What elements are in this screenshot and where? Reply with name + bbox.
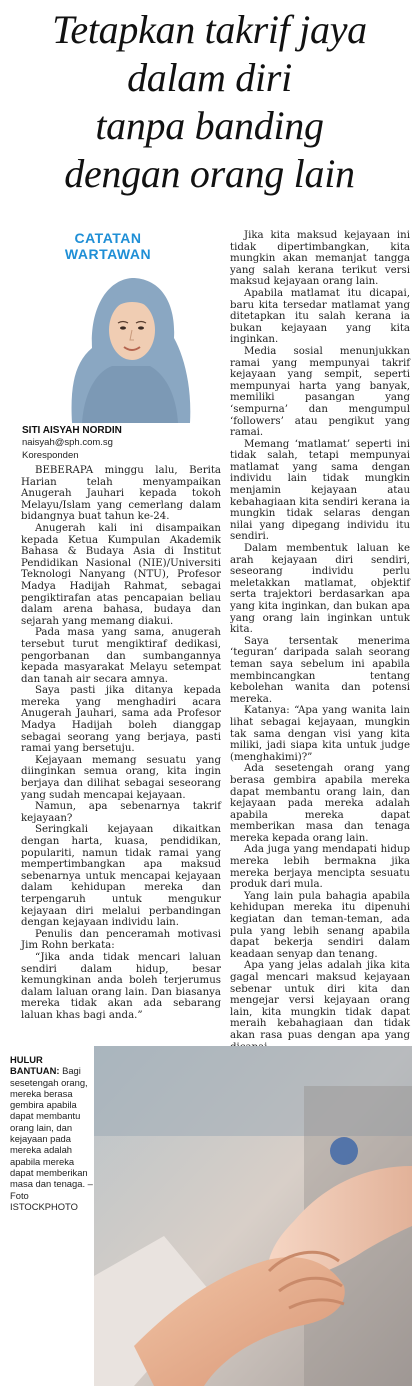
byline-tag xyxy=(18,230,198,262)
headline-line: Tetapkan takrif jaya xyxy=(52,7,367,52)
paragraph: Ada juga yang mendapati hidup mereka lebih bermakna jika mereka berjaya mencipta sesuatu produk dari mula. xyxy=(230,844,410,891)
author-role: Koresponden xyxy=(22,450,79,461)
hands-photo xyxy=(94,1046,412,1386)
paragraph: Apabila matlamat itu dicapai, baru kita tersedar matlamat yang ditetapkan itu salah kerana ia bukan kejayaan yang kita inginkan. xyxy=(230,287,410,346)
headline xyxy=(8,6,411,198)
headline-line: dengan orang lain xyxy=(64,151,355,196)
author-email[interactable]: naisyah@sph.com.sg xyxy=(22,437,113,448)
paragraph: Ada sesetengah orang yang berasa gembira apabila mereka dapat membantu orang lain, dan kejayaan pada mereka adalah apabila mereka dapat memberikan masa dan tenaga mereka kepada orang lain. xyxy=(230,763,410,844)
article-column-left xyxy=(21,465,221,1022)
paragraph: Saya tersentak menerima ‘teguran’ daripada salah seorang teman saya sebelum ini apabila membincangkan tentang kebolehan wanita dan potensi mereka. xyxy=(230,635,410,705)
byline xyxy=(18,230,218,462)
headline-line: dalam diri xyxy=(127,55,292,100)
paragraph: Penulis dan penceramah motivasi Jim Rohn berkata: xyxy=(21,928,221,952)
paragraph xyxy=(21,465,221,523)
caption-text: Bagi sesetengah orang, mereka berasa gembira apabila dapat membantu orang lain, dan kejayaan pada mereka adalah apabila mereka dapat memberikan masa dan tenaga. – Foto ISTOCKPHOTO xyxy=(10,1065,93,1212)
paragraph: Saya pasti jika ditanya kepada mereka yang menghadiri acara Anugerah Jauhari, sama ada Profesor Madya Hadijah boleh dianggap sebagai seorang yang berjaya, pasti ramai yang bersetuju. xyxy=(21,685,221,755)
paragraph: Katanya: “Apa yang wanita lain lihat sebagai kejayaan, mungkin tak sama dengan visi yang kita miliki, jadi siapa kita untuk judge (menghakimi)?” xyxy=(230,705,410,763)
byline-tag-line: CATATAN xyxy=(74,230,142,246)
author-name: SITI AISYAH NORDIN xyxy=(22,425,122,436)
paragraph: Kejayaan memang sesuatu yang diinginkan semua orang, kita ingin berjaya dan dilihat sebagai seseorang yang sudah mencapai kejayaan. xyxy=(21,754,221,801)
paragraph: Apa yang jelas adalah jika kita gagal mencari maksud kejayaan sebenar untuk diri kita dan mengejar versi kejayaan orang lain, kita mungkin tidak dapat meraih kebahagiaan dan tidak akan rasa puas dengan apa yang xyxy=(230,960,410,1041)
paragraph: Jika kita maksud kejayaan ini tidak dipertimbangkan, kita mungkin akan memanjat tangga yang salah kerana terikut versi maksud kejayaan orang lain. xyxy=(230,230,410,288)
paragraph: Memang ‘matlamat’ seperti ini tidak salah, tetapi mempunyai matlamat yang sama dengan individu lain tidak mungkin menjamin kejayaan atau kebahagiaan kita sendiri kerana ia mungkin tidak selaras dengan nilai yang dipegang individu itu sendiri. xyxy=(230,438,410,543)
paragraph: Dalam membentuk laluan ke arah kejayaan diri sendiri, seseorang individu perlu meletakkan matlamat, objektif serta trajektori berdasarkan apa yang kita inginkan, dan bukan apa yang orang lain inginkan untuk kita. xyxy=(230,543,410,636)
author-portrait xyxy=(52,268,202,423)
caption-label: HULUR BANTUAN: xyxy=(10,1054,60,1077)
paragraph: “Jika anda tidak mencari laluan sendiri dalam hidup, besar kemungkinan anda boleh terjerumus dalam laluan orang lain. Dan biasanya mereka tidak akan ada sebarang laluan khas bagi anda.” xyxy=(21,951,221,1021)
paragraph: Media sosial menunjukkan ramai yang mempunyai takrif kejayaan yang sempit, seperti mempunyai harta yang banyak, memiliki pasangan yang ‘sempurna’ dan mengumpul ‘followers’ atau pengikut yang ramai. xyxy=(230,345,410,439)
headline-line: tanpa banding xyxy=(95,103,324,148)
paragraph: Namun, apa sebenarnya takrif kejayaan? xyxy=(21,801,221,824)
paragraph: Seringkali kejayaan dikaitkan dengan harta, kuasa, pendidikan, populariti, namun tidak ramai yang mempertimbangkan apa maksud sebenarnya untuk mencapai kejayaan dalam kehidupan mereka dan terpengaruh untuk mengukur kejayaan diri melalui perbandingan dengan kejayaan individu lain. xyxy=(21,824,221,929)
photo-block xyxy=(6,1046,412,1386)
paragraph-text: BEBERAPA minggu lalu, Berita Harian telah menyampaikan Anugerah Jauhari kepada tokoh Melayu/Islam yang cemerlang dalam bidangnya buat tahun ke-24. xyxy=(21,465,221,523)
paragraph: Anugerah kali ini disampaikan kepada Ketua Kumpulan Akademik Bahasa & Budaya Asia di Institut Pendidikan Nasional (NIE)/Universiti Teknologi Nanyang (NTU), Profesor Madya Hadijah Rahmat, sebagai pengiktirafan atas pencapaian beliau dalam arena bahasa, budaya dan sejarah yang memang diakui. xyxy=(21,522,221,627)
article-column-right xyxy=(230,230,410,1111)
paragraph: Yang lain pula bahagia apabila kehidupan mereka itu dipenuhi kegiatan dan teman-teman, ada pula yang lebih senang apabila dapat bekerja sendiri dalam keadaan senyap dan tenang. xyxy=(230,890,410,960)
photo-caption xyxy=(10,1054,94,1212)
paragraph: Pada masa yang sama, anugerah tersebut turut mengiktiraf dedikasi, pengorbanan dan sumbangannya kepada masyarakat Melayu setempat dan tanah air secara amnya. xyxy=(21,627,221,685)
byline-tag-line: WARTAWAN xyxy=(64,246,152,262)
